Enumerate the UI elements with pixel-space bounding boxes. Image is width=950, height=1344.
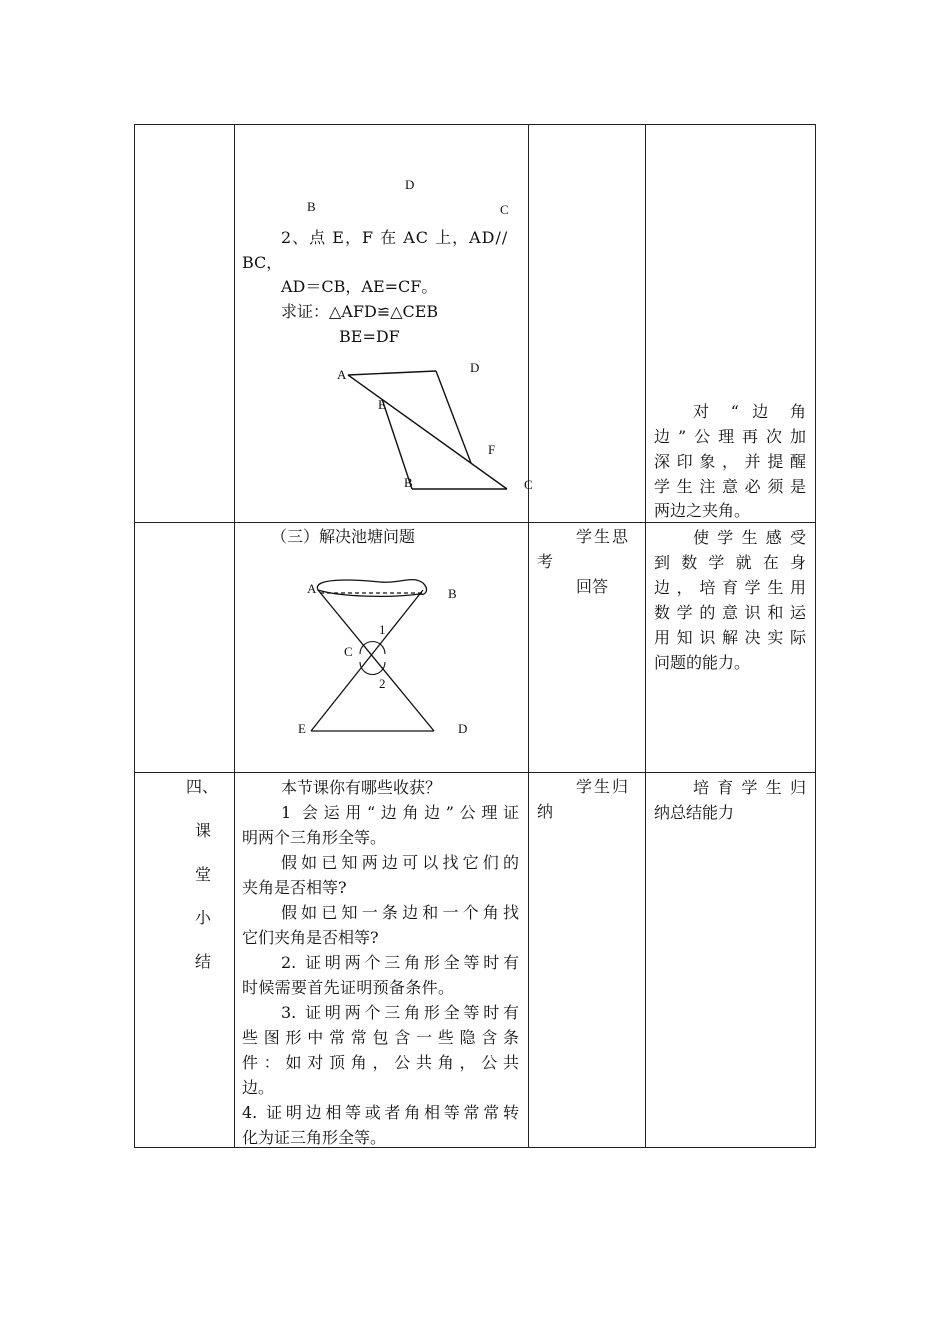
pond-shape bbox=[317, 580, 426, 597]
row1-intent-line3: 深印象，并提醒 bbox=[654, 452, 806, 471]
summary-line-7: 它们夹角是否相等? bbox=[242, 928, 379, 947]
row2-intent-line2: 到 数 学 就 在 身 bbox=[654, 553, 806, 572]
row2-intent-line5: 用知识解决实际 bbox=[654, 628, 806, 647]
problem2-line4: 求证：△AFD≌△CEB bbox=[281, 302, 439, 321]
fig2-label-d: D bbox=[470, 360, 480, 375]
segment-ad-cross bbox=[318, 590, 434, 731]
row2-intent-line6: 问题的能力。 bbox=[654, 653, 751, 672]
row2-student-line2: 考 bbox=[537, 552, 554, 571]
summary-line-9: 时候需要首先证明预备条件。 bbox=[242, 978, 454, 997]
row2-intent-line3: 边，培育学生用 bbox=[654, 578, 806, 597]
fig2-label-e: E bbox=[378, 397, 386, 412]
pond-label-d: D bbox=[458, 721, 468, 736]
pond-label-1: 1 bbox=[379, 622, 386, 637]
summary-line-8: 2. 证明两个三角形全等时有 bbox=[281, 953, 519, 972]
summary-line-1: 本节课你有哪些收获？ bbox=[281, 778, 442, 797]
segment-be-cross bbox=[311, 590, 423, 731]
summary-line-15: 化为证三角形全等。 bbox=[242, 1128, 387, 1147]
row2-student-line3: 回答 bbox=[576, 577, 609, 596]
fig1-label-d: D bbox=[405, 177, 415, 192]
pond-label-2: 2 bbox=[379, 676, 386, 691]
row1-intent-line1: 对 “ 边 角 bbox=[693, 402, 806, 421]
summary-line-5: 夹角是否相等? bbox=[242, 878, 347, 897]
fig2-label-c: C bbox=[524, 477, 533, 492]
row3-student-line1: 学生归 bbox=[576, 777, 631, 796]
summary-line-10: 3. 证明两个三角形全等时有 bbox=[281, 1003, 519, 1022]
fig2-label-a: A bbox=[337, 367, 347, 382]
pond-heading: （三）解决池塘问题 bbox=[271, 527, 416, 546]
pond-label-e: E bbox=[298, 721, 306, 736]
stage-line-5: 结 bbox=[195, 952, 212, 971]
stage-line-2: 课 bbox=[195, 821, 212, 840]
summary-line-13: 边。 bbox=[242, 1078, 275, 1097]
row3-intent-line2: 纳总结能力 bbox=[654, 803, 735, 822]
pond-label-c: C bbox=[344, 644, 353, 659]
summary-line-3: 明两个三角形全等。 bbox=[242, 828, 387, 847]
fig2-label-f: F bbox=[488, 442, 496, 457]
row1-intent-line5: 两边之夹角。 bbox=[654, 501, 751, 520]
row1-intent-line2: 边”公理再次加 bbox=[654, 427, 806, 446]
row2-intent-line4: 数学的意识和运 bbox=[654, 603, 806, 622]
stage-line-4: 小 bbox=[195, 908, 212, 927]
row1-intent-line4: 学生注意必须是 bbox=[654, 477, 806, 496]
summary-line-12: 件：如对顶角，公共角，公共 bbox=[242, 1053, 519, 1072]
pond-label-a: A bbox=[307, 581, 317, 596]
row3-student-line2: 纳 bbox=[537, 802, 554, 821]
problem2-line3: AD＝CB，AE=CF。 bbox=[281, 277, 438, 296]
fig2-label-b: B bbox=[404, 475, 413, 490]
fig1-label-c: C bbox=[500, 202, 509, 217]
row2-student-line1: 学生思 bbox=[576, 527, 631, 546]
stage-line-3: 堂 bbox=[195, 865, 212, 884]
fig1-label-b: B bbox=[307, 199, 316, 214]
problem2-line2: BC， bbox=[242, 253, 283, 272]
stage-line-1: 四、 bbox=[186, 777, 219, 796]
summary-line-2: 1 会运用“边角边”公理证 bbox=[281, 803, 519, 822]
summary-line-11: 些图形中常常包含一些隐含条 bbox=[242, 1028, 519, 1047]
row2-intent-line1: 使学生感受 bbox=[693, 528, 806, 547]
pond-label-b: B bbox=[448, 586, 457, 601]
summary-line-6: 假如已知一条边和一个角找 bbox=[281, 903, 519, 922]
summary-line-4: 假如已知两边可以找它们的 bbox=[281, 853, 519, 872]
row3-intent-line1: 培 育 学 生 归 bbox=[693, 778, 806, 797]
summary-line-14: 4. 证明边相等或者角相等常常转 bbox=[242, 1103, 519, 1122]
problem2-line1: 2、点 E，F 在 AC 上，AD// bbox=[281, 228, 509, 247]
problem2-line5: BE=DF bbox=[339, 327, 400, 346]
